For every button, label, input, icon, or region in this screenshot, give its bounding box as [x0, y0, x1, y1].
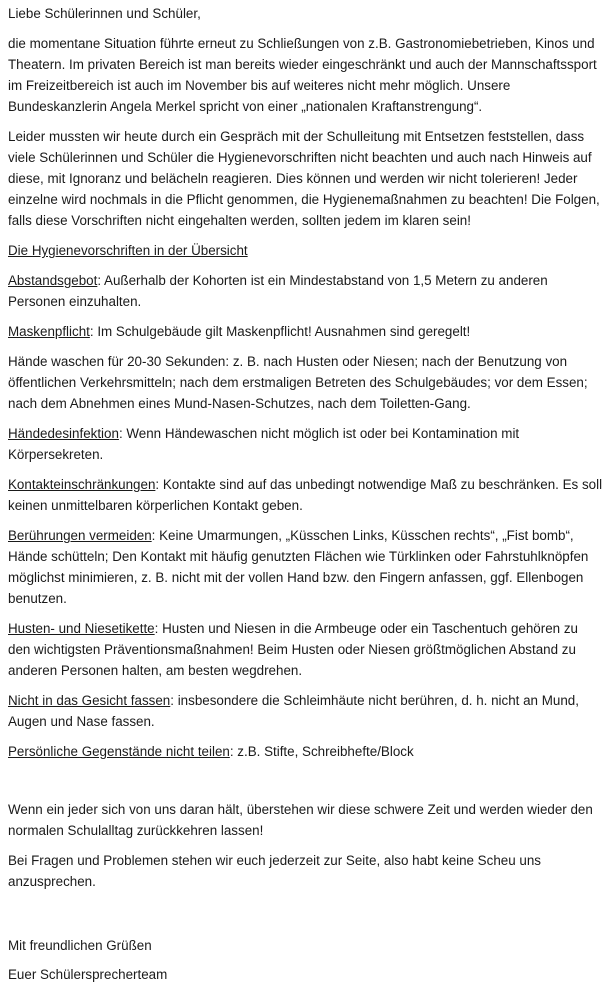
- rule-term: Husten- und Niesetikette: [8, 621, 155, 636]
- rule-handwashing: [8, 351, 604, 414]
- rule-face-touching: [8, 690, 604, 732]
- rule-term: Persönliche Gegenstände nicht teilen: [8, 744, 230, 759]
- rule-avoid-touching: [8, 525, 604, 609]
- rule-text: : insbesondere die Schleimhäute nicht berühren, d. h. nicht an Mund, Augen und Nase fassen.: [8, 693, 579, 729]
- support-paragraph: Bei Fragen und Problemen stehen wir euch jederzeit zur Seite, also habt keine Scheu uns anzusprechen.: [8, 853, 541, 889]
- rule-disinfection: [8, 423, 604, 465]
- rule-term: Abstandsgebot: [8, 273, 98, 288]
- rule-text: : Keine Umarmungen, „Küsschen Links, Küsschen rechts“, „Fist bomb“, Hände schütteln; Den Kontakt mit häufig genutzten Flächen wie Türklinken oder Fahrstuhlknöpfen möglichst minimieren, z. B. nicht mit der vollen Hand bzw. den Fingern anfassen, ggf. Ellenbogen benutzen.: [8, 528, 589, 606]
- rule-text: : Wenn Händewaschen nicht möglich ist oder bei Kontamination mit Körpersekreten.: [8, 426, 520, 462]
- closing-hope-paragraph: Wenn ein jeder sich von uns daran hält, überstehen wir diese schwere Zeit und werden wieder den normalen Schulalltag zurückkehren lassen!: [8, 802, 593, 838]
- rule-cough-etiquette: [8, 618, 604, 681]
- rule-text: : Kontakte sind auf das unbedingt notwendige Maß zu beschränken. Es soll keinen unmittelbaren körperlichen Kontakt geben.: [8, 477, 603, 513]
- greeting: Liebe Schülerinnen und Schüler,: [8, 6, 201, 21]
- signature: Euer Schülersprecherteam: [8, 967, 168, 982]
- rule-term: Nicht in das Gesicht fassen: [8, 693, 171, 708]
- rule-text: : Im Schulgebäude gilt Maskenpflicht! Ausnahmen sind geregelt!: [89, 324, 471, 339]
- rules-list: [8, 270, 604, 762]
- rule-text: : z.B. Stifte, Schreibhefte/Block: [229, 744, 414, 759]
- intro-paragraph: die momentane Situation führte erneut zu Schließungen von z.B. Gastronomiebetrieben, Kinos und Theatern. Im privaten Bereich ist man bereits wieder eingeschränkt und auch der Mannschaftssport im Freizeitbereich ist auch im November bis auf weiteres nicht mehr möglich. Unsere Bundeskanzlerin Angela Merkel spricht von einer „nationalen Kraftanstrengung“.: [8, 36, 597, 114]
- rule-contact-limits: [8, 474, 604, 516]
- rule-personal-items: [8, 741, 604, 762]
- rule-distance: [8, 270, 604, 312]
- rule-text: : Husten und Niesen in die Armbeuge oder ein Taschentuch gehören zu den wichtigsten Präventionsmaßnahmen! Beim Husten oder Niesen größtmöglichen Abstand zu anderen Personen halten, am besten wegdrehen.: [8, 621, 578, 678]
- rule-term: Händedesinfektion: [8, 426, 119, 441]
- rule-text: : Außerhalb der Kohorten ist ein Mindestabstand von 1,5 Metern zu anderen Personen einzuhalten.: [8, 273, 548, 309]
- rule-term: Kontakteinschränkungen: [8, 477, 156, 492]
- rule-mask: [8, 321, 604, 342]
- rule-term: Maskenpflicht: [8, 324, 90, 339]
- rules-heading: Die Hygienevorschriften in der Übersicht: [8, 243, 248, 258]
- concern-paragraph: Leider mussten wir heute durch ein Gespräch mit der Schulleitung mit Entsetzen feststellen, dass viele Schülerinnen und Schüler die Hygienevorschriften nicht beachten und auch nach Hinweis auf diese, mit Ignoranz und belächeln reagieren. Dies können und werden wir nicht tolerieren! Jeder einzelne wird nochmals in die Pflicht genommen, die Hygienemaßnahmen zu beachten! Die Folgen, falls diese Vorschriften nicht eingehalten werden, sollten jedem im klaren sein!: [8, 129, 600, 228]
- rule-term: Berührungen vermeiden: [8, 528, 152, 543]
- letter-page: [8, 0, 604, 985]
- rule-text: Hände waschen für 20-30 Sekunden: z. B. nach Husten oder Niesen; nach der Benutzung von öffentlichen Verkehrsmitteln; nach dem erstmaligen Betreten des Schulgebäudes; vor dem Essen; nach dem Abnehmen eines Mund-Nasen-Schutzes, nach dem Toiletten-Gang.: [8, 354, 588, 411]
- regards: Mit freundlichen Grüßen: [8, 938, 152, 953]
